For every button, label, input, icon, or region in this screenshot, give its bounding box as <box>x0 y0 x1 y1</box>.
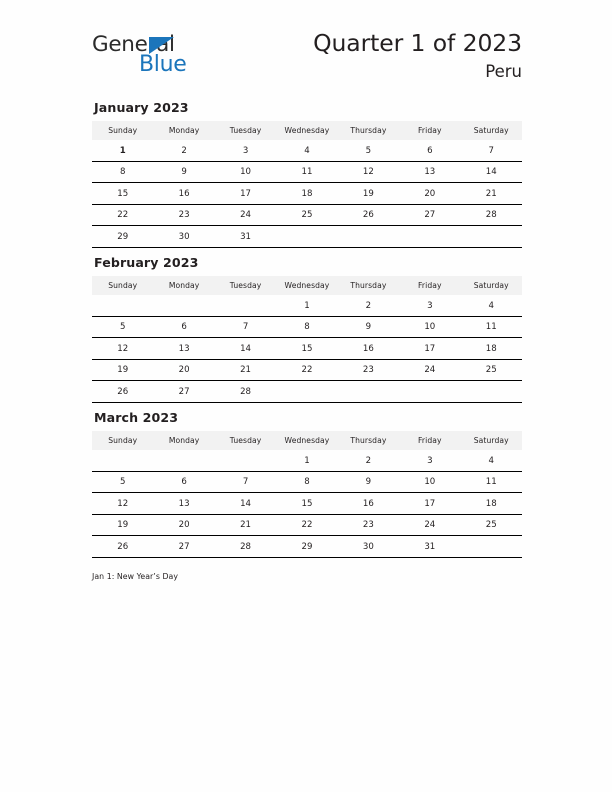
weekday-header-saturday: Saturday <box>461 276 522 295</box>
weekday-header-wednesday: Wednesday <box>276 121 337 140</box>
calendar-day-cell-empty <box>92 450 153 471</box>
logo-text-general: General <box>92 32 175 57</box>
calendar-day-cell[interactable]: 13 <box>153 493 214 515</box>
title-block <box>222 30 522 82</box>
calendar-day-cell[interactable]: 4 <box>461 450 522 471</box>
month-title: January 2023 <box>94 100 189 115</box>
calendar-day-cell[interactable]: 14 <box>215 338 276 360</box>
calendar-day-cell-empty <box>399 226 460 248</box>
holiday-note-item: Jan 1: New Year’s Day <box>92 572 179 581</box>
calendar-day-cell[interactable]: 12 <box>92 338 153 360</box>
calendar-day-cell[interactable]: 5 <box>338 140 399 161</box>
calendar-week-row <box>92 161 522 183</box>
weekday-header-sunday: Sunday <box>92 121 153 140</box>
weekday-header-friday: Friday <box>399 276 460 295</box>
calendar-day-cell[interactable]: 7 <box>215 316 276 338</box>
calendar-day-cell-empty <box>461 536 522 558</box>
calendar-day-cell[interactable]: 24 <box>399 514 460 536</box>
weekday-header-monday: Monday <box>153 121 214 140</box>
calendar-day-cell[interactable]: 25 <box>276 204 337 226</box>
calendar-day-cell[interactable]: 16 <box>338 493 399 515</box>
logo-text-blue: Blue <box>139 52 187 77</box>
calendar-day-cell[interactable]: 19 <box>338 183 399 205</box>
calendar-header-row <box>92 121 522 140</box>
calendar-day-cell[interactable]: 22 <box>92 204 153 226</box>
calendar-day-cell[interactable]: 27 <box>399 204 460 226</box>
calendar-day-cell[interactable]: 17 <box>399 338 460 360</box>
calendar-body <box>92 295 522 402</box>
weekday-header-saturday: Saturday <box>461 431 522 450</box>
calendar-day-cell[interactable]: 12 <box>338 161 399 183</box>
calendar-week-row <box>92 514 522 536</box>
calendar-day-cell-empty <box>338 381 399 403</box>
calendar-day-cell[interactable]: 10 <box>215 161 276 183</box>
calendar-day-cell[interactable]: 29 <box>276 536 337 558</box>
calendar-day-cell[interactable]: 25 <box>461 514 522 536</box>
calendar-day-cell[interactable]: 9 <box>153 161 214 183</box>
weekday-header-tuesday: Tuesday <box>215 431 276 450</box>
calendar-day-cell[interactable]: 1 <box>276 295 337 316</box>
calendar-day-cell[interactable]: 16 <box>153 183 214 205</box>
calendar-day-cell-empty <box>461 381 522 403</box>
calendar-week-row <box>92 338 522 360</box>
calendar-day-cell[interactable]: 8 <box>276 471 337 493</box>
calendar-day-cell[interactable]: 20 <box>399 183 460 205</box>
calendar-day-cell[interactable]: 19 <box>92 359 153 381</box>
calendar-day-cell[interactable]: 31 <box>215 226 276 248</box>
calendar-day-cell[interactable]: 5 <box>92 471 153 493</box>
calendar-day-cell[interactable]: 4 <box>461 295 522 316</box>
calendar-day-cell-empty <box>215 295 276 316</box>
page-title: Quarter 1 of 2023 <box>313 29 522 57</box>
calendar-header-row <box>92 276 522 295</box>
calendar-day-cell[interactable]: 5 <box>92 316 153 338</box>
calendar-week-row <box>92 204 522 226</box>
calendar-day-cell[interactable]: 9 <box>338 316 399 338</box>
calendar-body <box>92 140 522 247</box>
calendar-day-cell[interactable]: 18 <box>276 183 337 205</box>
calendar-day-cell[interactable]: 3 <box>215 140 276 161</box>
calendar-day-cell[interactable]: 13 <box>399 161 460 183</box>
calendar-day-cell[interactable]: 6 <box>153 471 214 493</box>
month-block-march <box>92 410 522 558</box>
calendar-day-cell[interactable]: 25 <box>461 359 522 381</box>
calendar-day-cell[interactable]: 10 <box>399 471 460 493</box>
holiday-notes <box>92 571 522 583</box>
calendar-day-cell[interactable]: 26 <box>338 204 399 226</box>
calendar-day-cell[interactable]: 27 <box>153 381 214 403</box>
calendar-header-row <box>92 431 522 450</box>
calendar-day-cell[interactable]: 16 <box>338 338 399 360</box>
calendar-week-row <box>92 226 522 248</box>
calendar-day-cell[interactable]: 6 <box>399 140 460 161</box>
calendar-day-cell-holiday[interactable]: 1 <box>92 140 153 161</box>
month-block-february <box>92 255 522 403</box>
calendar-week-row <box>92 471 522 493</box>
calendar-day-cell[interactable]: 23 <box>338 359 399 381</box>
page-header <box>92 29 522 90</box>
calendar-day-cell[interactable]: 12 <box>92 493 153 515</box>
weekday-header-monday: Monday <box>153 431 214 450</box>
calendar-day-cell[interactable]: 24 <box>399 359 460 381</box>
weekday-header-wednesday: Wednesday <box>276 431 337 450</box>
calendar-day-cell[interactable]: 11 <box>461 316 522 338</box>
calendar-day-cell[interactable]: 22 <box>276 359 337 381</box>
calendar-day-cell[interactable]: 21 <box>461 183 522 205</box>
weekday-header-monday: Monday <box>153 276 214 295</box>
calendar-day-cell[interactable]: 27 <box>153 536 214 558</box>
calendar-day-cell[interactable]: 17 <box>215 183 276 205</box>
calendar-body <box>92 450 522 557</box>
calendar-day-cell[interactable]: 22 <box>276 514 337 536</box>
month-title: March 2023 <box>94 410 179 425</box>
calendar-day-cell[interactable]: 3 <box>399 295 460 316</box>
calendar-week-row <box>92 359 522 381</box>
calendar-day-cell[interactable]: 23 <box>153 204 214 226</box>
calendar-day-cell[interactable]: 21 <box>215 359 276 381</box>
calendar-day-cell[interactable]: 6 <box>153 316 214 338</box>
calendar-week-row <box>92 536 522 558</box>
calendar-day-cell[interactable]: 13 <box>153 338 214 360</box>
calendar-day-cell[interactable]: 28 <box>215 536 276 558</box>
calendar-day-cell[interactable]: 14 <box>461 161 522 183</box>
logo-triangle-icon <box>149 37 174 54</box>
weekday-header-sunday: Sunday <box>92 431 153 450</box>
calendar-day-cell-empty <box>461 226 522 248</box>
calendar-day-cell-empty <box>276 226 337 248</box>
weekday-header-thursday: Thursday <box>338 121 399 140</box>
calendar-day-cell[interactable]: 11 <box>276 161 337 183</box>
calendar-day-cell-empty <box>153 295 214 316</box>
calendar-day-cell-empty <box>399 381 460 403</box>
calendar-table <box>92 121 522 248</box>
calendar-day-cell[interactable]: 23 <box>338 514 399 536</box>
calendar-day-cell[interactable]: 30 <box>338 536 399 558</box>
calendar-day-cell[interactable]: 29 <box>92 226 153 248</box>
calendar-day-cell[interactable]: 19 <box>92 514 153 536</box>
calendar-day-cell[interactable]: 21 <box>215 514 276 536</box>
calendar-day-cell[interactable]: 11 <box>461 471 522 493</box>
calendar-day-cell[interactable]: 8 <box>92 161 153 183</box>
calendar-week-row <box>92 140 522 161</box>
weekday-header-friday: Friday <box>399 121 460 140</box>
calendar-day-cell[interactable]: 31 <box>399 536 460 558</box>
weekday-header-sunday: Sunday <box>92 276 153 295</box>
calendar-day-cell[interactable]: 2 <box>153 140 214 161</box>
calendar-week-row <box>92 316 522 338</box>
calendar-table <box>92 431 522 558</box>
month-title: February 2023 <box>94 255 199 270</box>
calendar-day-cell[interactable]: 17 <box>399 493 460 515</box>
weekday-header-tuesday: Tuesday <box>215 276 276 295</box>
calendar-day-cell[interactable]: 14 <box>215 493 276 515</box>
calendar-day-cell[interactable]: 15 <box>276 338 337 360</box>
calendar-day-cell[interactable]: 30 <box>153 226 214 248</box>
weekday-header-tuesday: Tuesday <box>215 121 276 140</box>
weekday-header-thursday: Thursday <box>338 431 399 450</box>
calendar-day-cell[interactable]: 10 <box>399 316 460 338</box>
calendar-week-row <box>92 295 522 316</box>
calendar-day-cell[interactable]: 26 <box>92 536 153 558</box>
weekday-header-friday: Friday <box>399 431 460 450</box>
calendar-day-cell[interactable]: 15 <box>276 493 337 515</box>
calendar-day-cell[interactable]: 20 <box>153 359 214 381</box>
weekday-header-wednesday: Wednesday <box>276 276 337 295</box>
calendar-day-cell[interactable]: 28 <box>215 381 276 403</box>
calendar-day-cell[interactable]: 9 <box>338 471 399 493</box>
calendar-week-row <box>92 450 522 471</box>
calendar-day-cell[interactable]: 2 <box>338 450 399 471</box>
calendar-day-cell[interactable]: 7 <box>215 471 276 493</box>
calendar-day-cell[interactable]: 7 <box>461 140 522 161</box>
calendar-day-cell-empty <box>276 381 337 403</box>
calendar-day-cell[interactable]: 15 <box>92 183 153 205</box>
month-block-january <box>92 100 522 248</box>
calendar-week-row <box>92 381 522 403</box>
calendar-day-cell[interactable]: 18 <box>461 338 522 360</box>
calendar-day-cell-empty <box>215 450 276 471</box>
calendar-week-row <box>92 183 522 205</box>
calendar-day-cell-empty <box>92 295 153 316</box>
calendar-day-cell[interactable]: 26 <box>92 381 153 403</box>
calendar-day-cell[interactable]: 28 <box>461 204 522 226</box>
calendar-day-cell-empty <box>153 450 214 471</box>
country-subtitle: Peru <box>485 62 522 82</box>
calendar-day-cell[interactable]: 2 <box>338 295 399 316</box>
calendar-day-cell[interactable]: 3 <box>399 450 460 471</box>
calendar-day-cell[interactable]: 8 <box>276 316 337 338</box>
calendar-day-cell-empty <box>338 226 399 248</box>
calendar-day-cell[interactable]: 20 <box>153 514 214 536</box>
weekday-header-saturday: Saturday <box>461 121 522 140</box>
weekday-header-thursday: Thursday <box>338 276 399 295</box>
calendar-day-cell[interactable]: 24 <box>215 204 276 226</box>
calendar-week-row <box>92 493 522 515</box>
calendar-day-cell[interactable]: 4 <box>276 140 337 161</box>
calendar-day-cell[interactable]: 18 <box>461 493 522 515</box>
calendar-table <box>92 276 522 403</box>
calendar-day-cell[interactable]: 1 <box>276 450 337 471</box>
